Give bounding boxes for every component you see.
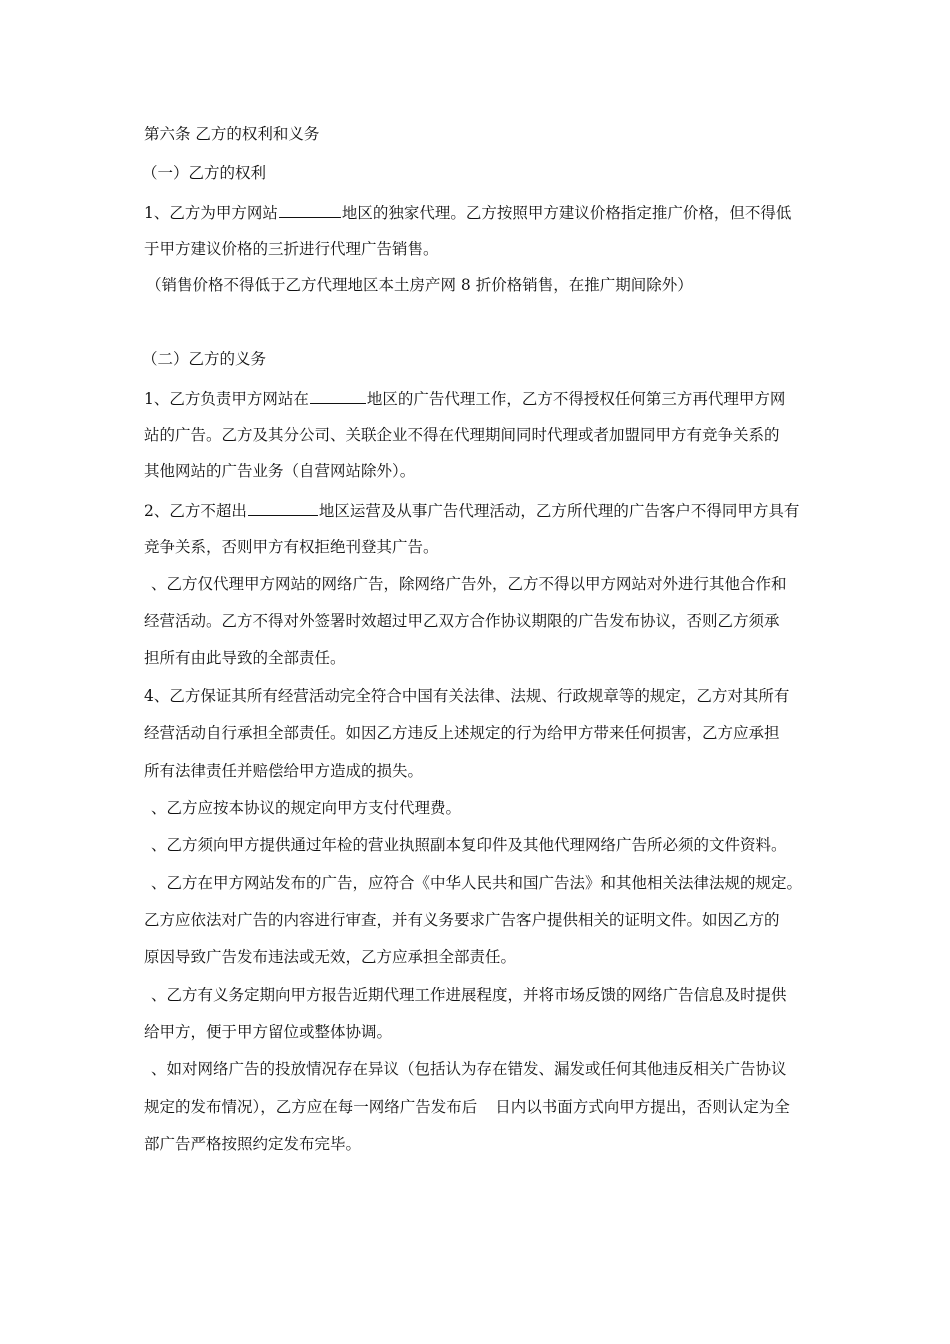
obligation-7-line-3: 原因导致广告发布违法或无效，乙方应承担全部责任。 <box>144 948 517 966</box>
rights-item-1-text-b: 地区的独家代理。乙方按照甲方建议价格指定推广价格，但不得低 <box>341 204 792 222</box>
obligation-2-line-1 <box>144 499 799 521</box>
obligation-9-line-1: 、如对网络广告的投放情况存在异议（包括认为存在错发、漏发或任何其他违反相关广告协议 <box>151 1060 787 1078</box>
obligation-6-line-1: 、乙方须向甲方提供通过年检的营业执照副本复印件及其他代理网络广告所必须的文件资料。 <box>151 836 787 854</box>
obligation-1-text-b: 地区的广告代理工作，乙方不得授权任何第三方再代理甲方网 <box>366 390 786 408</box>
region-blank-field[interactable] <box>310 387 366 404</box>
obligation-5-line-1: 、乙方应按本协议的规定向甲方支付代理费。 <box>151 799 462 817</box>
rights-item-1-text-a: 1、乙方为甲方网站 <box>144 204 278 222</box>
rights-item-1-line-1 <box>144 201 791 223</box>
obligation-1-text-a: 1、乙方负责甲方网站在 <box>144 390 309 408</box>
obligation-3-line-3: 担所有由此导致的全部责任。 <box>144 649 346 667</box>
obligations-heading: （二）乙方的义务 <box>142 350 267 368</box>
obligation-3-line-2: 经营活动。乙方不得对外签署时效超过甲乙双方合作协议期限的广告发布协议，否则乙方须承 <box>144 612 780 630</box>
rights-price-note: （销售价格不得低于乙方代理地区本土房产网 8 折价格销售，在推广期间除外） <box>146 276 693 294</box>
obligation-9-text-b1: 规定的发布情况），乙方应在每一网络广告发布后 <box>144 1098 478 1116</box>
obligation-2-text-b: 地区运营及从事广告代理活动，乙方所代理的广告客户不得同甲方具有 <box>318 502 800 520</box>
article-title: 第六条 乙方的权利和义务 <box>144 125 320 143</box>
obligation-1-line-2: 站的广告。乙方及其分公司、关联企业不得在代理期间同时代理或者加盟同甲方有竞争关系的 <box>144 426 780 444</box>
obligation-4-line-1: 4、乙方保证其所有经营活动完全符合中国有关法律、法规、行政规章等的规定，乙方对其所有 <box>144 687 790 705</box>
obligation-7-line-2: 乙方应依法对广告的内容进行审查，并有义务要求广告客户提供相关的证明文件。如因乙方的 <box>144 911 780 929</box>
obligation-1-line-3: 其他网站的广告业务（自营网站除外）。 <box>144 462 416 480</box>
obligation-2-text-a: 2、乙方不超出 <box>144 502 247 520</box>
rights-item-1-line-2: 于甲方建议价格的三折进行代理广告销售。 <box>144 240 439 258</box>
region-blank-field[interactable] <box>248 499 318 516</box>
obligation-8-line-2: 给甲方，便于甲方留位或整体协调。 <box>144 1023 393 1041</box>
obligation-8-line-1: 、乙方有义务定期向甲方报告近期代理工作进展程度，并将市场反馈的网络广告信息及时提供 <box>151 986 787 1004</box>
obligation-4-line-2: 经营活动自行承担全部责任。如因乙方违反上述规定的行为给甲方带来任何损害，乙方应承担 <box>144 724 780 742</box>
obligation-9-line-2 <box>144 1097 790 1117</box>
obligation-2-line-2: 竞争关系，否则甲方有权拒绝刊登其广告。 <box>144 538 439 556</box>
region-blank-field[interactable] <box>279 201 341 218</box>
obligation-9-line-3: 部广告严格按照约定发布完毕。 <box>144 1135 362 1153</box>
obligation-7-line-1: 、乙方在甲方网站发布的广告，应符合《中华人民共和国广告法》和其他相关法律法规的规定。 <box>151 874 803 892</box>
rights-heading: （一）乙方的权利 <box>142 164 267 182</box>
obligation-3-line-1: 、乙方仅代理甲方网站的网络广告，除网络广告外，乙方不得以甲方网站对外进行其他合作和 <box>151 575 787 593</box>
obligation-9-text-b2: 日内以书面方式向甲方提出，否则认定为全 <box>495 1098 790 1116</box>
obligation-4-line-3: 所有法律责任并赔偿给甲方造成的损失。 <box>144 762 424 780</box>
obligation-1-line-1 <box>144 387 785 409</box>
